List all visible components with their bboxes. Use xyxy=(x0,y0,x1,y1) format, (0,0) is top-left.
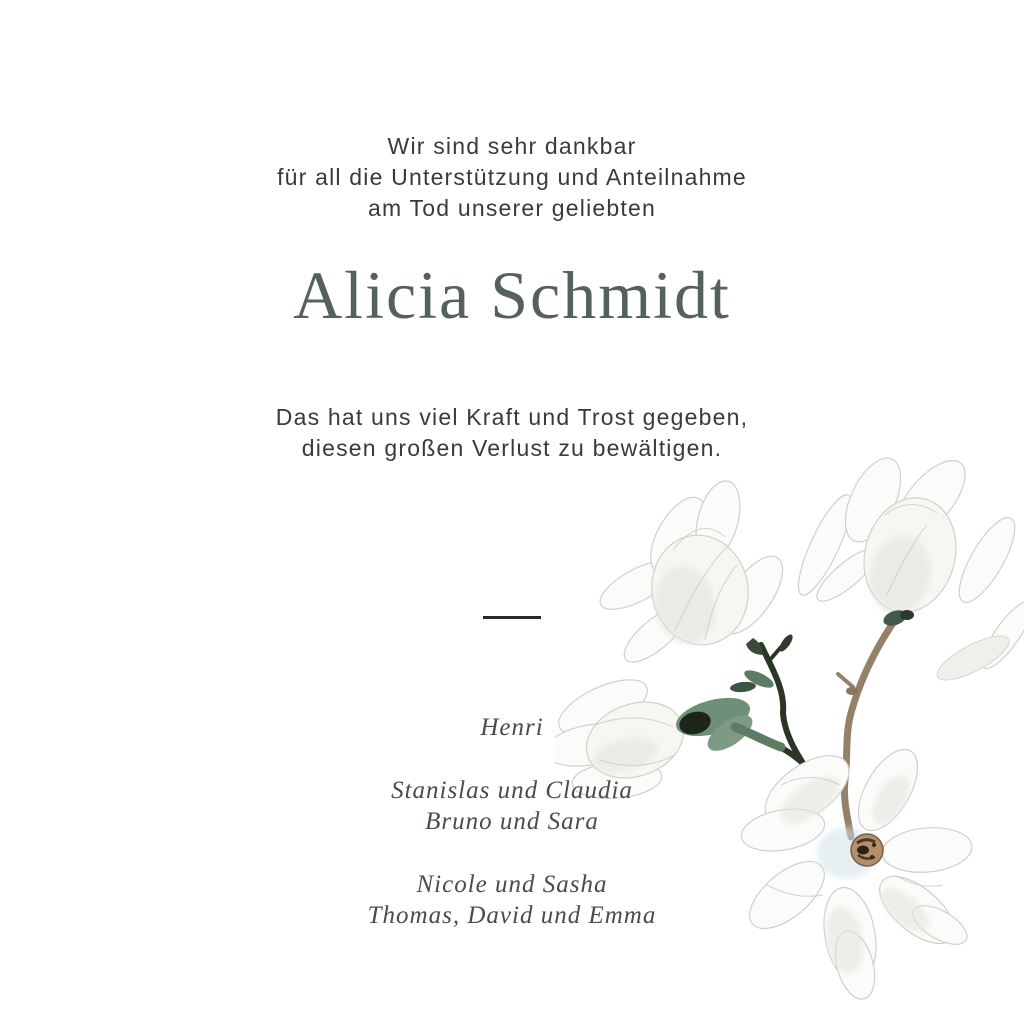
signature-line: Henri xyxy=(480,714,544,741)
signature-group-1 xyxy=(0,712,1024,743)
intro-text xyxy=(0,131,1024,224)
body-line: diesen großen Verlust zu bewältigen. xyxy=(301,435,723,461)
deceased-name: Alicia Schmidt xyxy=(293,257,731,333)
signature-line: Thomas, David und Emma xyxy=(367,902,657,929)
body-line: Das hat uns viel Kraft und Trost gegeben, xyxy=(275,404,749,430)
flower-stamen xyxy=(851,834,883,866)
signature-line: Stanislas und Claudia xyxy=(391,777,633,804)
magnolia-bloom-right xyxy=(789,455,1024,688)
signature-group-3 xyxy=(0,869,1024,931)
body-text xyxy=(0,402,1024,464)
signature-line: Nicole und Sasha xyxy=(416,871,608,898)
intro-line: am Tod unserer geliebten xyxy=(368,195,656,221)
signature-group-2 xyxy=(0,775,1024,837)
magnolia-bloom-left xyxy=(593,476,794,671)
divider-line xyxy=(483,616,541,619)
intro-line: Wir sind sehr dankbar xyxy=(387,133,637,159)
signature-line: Bruno und Sara xyxy=(425,808,599,835)
intro-line: für all die Unterstützung und Anteilnahme xyxy=(277,164,747,190)
